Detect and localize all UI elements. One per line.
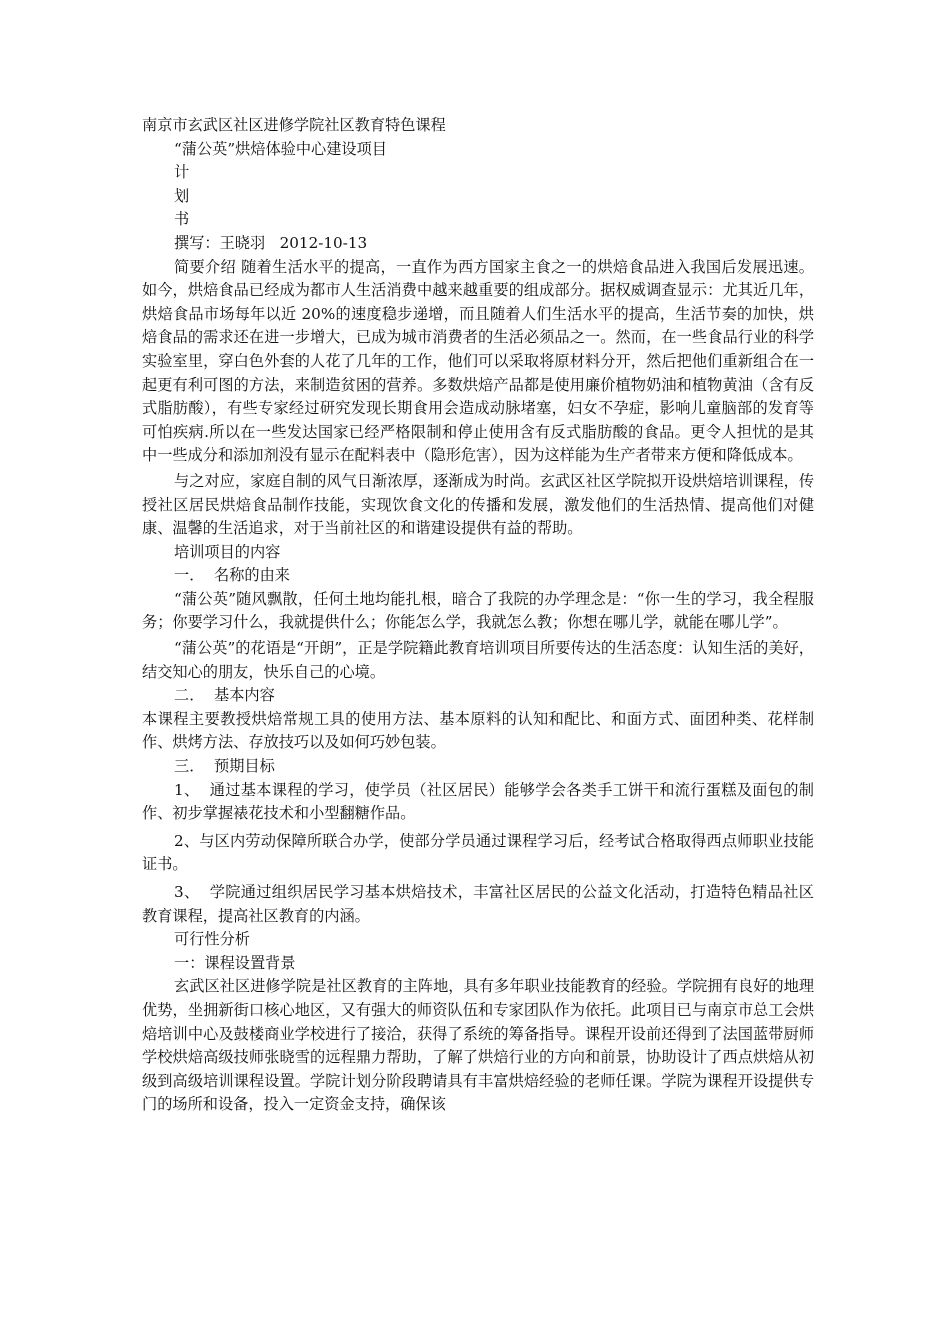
- section-heading-content: 培训项目的内容: [174, 542, 281, 561]
- name-origin-paragraph-2: “蒲公英”的花语是“开朗”，正是学院籍此教育培训项目所要传达的生活态度：认知生活的美好，结交知心的朋友，快乐自己的心境。: [142, 639, 814, 681]
- course-background-paragraph: 玄武区社区进修学院是社区教育的主阵地，具有多年职业技能教育的经验。学院拥有良好的地理优势，坐拥新街口核心地区，又有强大的师资队伍和专家团队作为依托。此项目已与南京市总工会烘焙培训中心及鼓楼商业学校进行了接洽，获得了系统的筹备指导。课程开设前还得到了法国蓝带厨师学校烘焙高级技师张晓雪的远程鼎力帮助，了解了烘焙行业的方向和前景，协助设计了西点烘焙从初级到高级培训课程设置。学院计划分阶段聘请具有丰富烘焙经验的老师任课。学院为课程开设提供专门的场所和设备，投入一定资金支持，确保该: [142, 977, 814, 1114]
- basic-content-paragraph: 本课程主要教授烘焙常规工具的使用方法、基本原料的认知和配比、和面方式、面团种类、花样制作、烘烤方法、存放技巧以及如何巧妙包装。: [142, 709, 814, 752]
- title-char-hua: 划: [174, 186, 190, 205]
- title-char-ji: 计: [174, 163, 190, 182]
- goal-item-3: 3、 学院通过组织居民学习基本烘焙技术，丰富社区居民的公益文化活动，打造特色精品社区教育课程，提高社区教育的内涵。: [142, 883, 814, 925]
- document-page: [142, 114, 814, 1117]
- subheading-name-origin: 一． 名称的由来: [174, 566, 290, 585]
- response-paragraph: 与之对应，家庭自制的风气日渐浓厚，逐渐成为时尚。玄武区社区学院拟开设烘焙培训课程，传授社区居民烘焙食品制作技能，实现饮食文化的传播和发展，激发他们的生活热情、提高他们对健康、温馨的生活追求，对于当前社区的和谐建设提供有益的帮助。: [142, 471, 814, 538]
- intro-paragraph: 简要介绍 随着生活水平的提高，一直作为西方国家主食之一的烘焙食品进入我国后发展迅速。如今，烘焙食品已经成为都市人生活消费中越来越重要的组成部分。据权威调查显示：尤其近几年，烘焙食品市场每年以近 20%的速度稳步递增，而且随着人们生活水平的提高，生活节奏的加快，烘焙食品的需求还在进一步增大，已成为城市消费者的生活必须品之一。然而，在一些食品行业的科学实验室里，穿白色外套的人花了几年的工作，他们可以采取将原材料分开，然后把他们重新组合在一起更有利可图的方法，来制造贫困的营养。多数烘焙产品都是使用廉价植物奶油和植物黄油（含有反式脂肪酸），有些专家经过研究发现长期食用会造成动脉堵塞，妇女不孕症，影响儿童脑部的发育等可怕疾病.所以在一些发达国家已经严格限制和停止使用含有反式脂肪酸的食品。更令人担忧的是其中一些成分和添加剂没有显示在配料表中（隐形危害），因为这样能为生产者带来方便和降低成本。: [142, 257, 814, 465]
- title-line-1: 南京市玄武区社区进修学院社区教育特色课程: [142, 116, 446, 134]
- subheading-basic-content: 二． 基本内容: [174, 686, 275, 705]
- title-line-2: “蒲公英”烘焙体验中心建设项目: [174, 139, 387, 158]
- goal-item-1: 1、 通过基本课程的学习，使学员（社区居民）能够学会各类手工饼干和流行蛋糕及面包的制作、初步掌握裱花技术和小型翻糖作品。: [142, 780, 814, 823]
- subheading-course-background: 一：课程设置背景: [174, 953, 296, 972]
- goal-item-2: 2、与区内劳动保障所联合办学，使部分学员通过课程学习后，经考试合格取得西点师职业技能证书。: [142, 831, 814, 874]
- section-heading-feasibility: 可行性分析: [174, 930, 250, 949]
- name-origin-paragraph-1: “蒲公英”随风飘散，任何土地均能扎根，暗合了我院的办学理念是：“你一生的学习，我全程服务；你要学习什么，我就提供什么；你能怎么学，我就怎么教；你想在哪儿学，就能在哪儿学”。: [142, 589, 814, 632]
- subheading-expected-goals: 三． 预期目标: [174, 757, 275, 776]
- author-date-line: 撰写：王晓羽 2012-10-13: [174, 233, 368, 252]
- title-char-shu: 书: [174, 210, 190, 229]
